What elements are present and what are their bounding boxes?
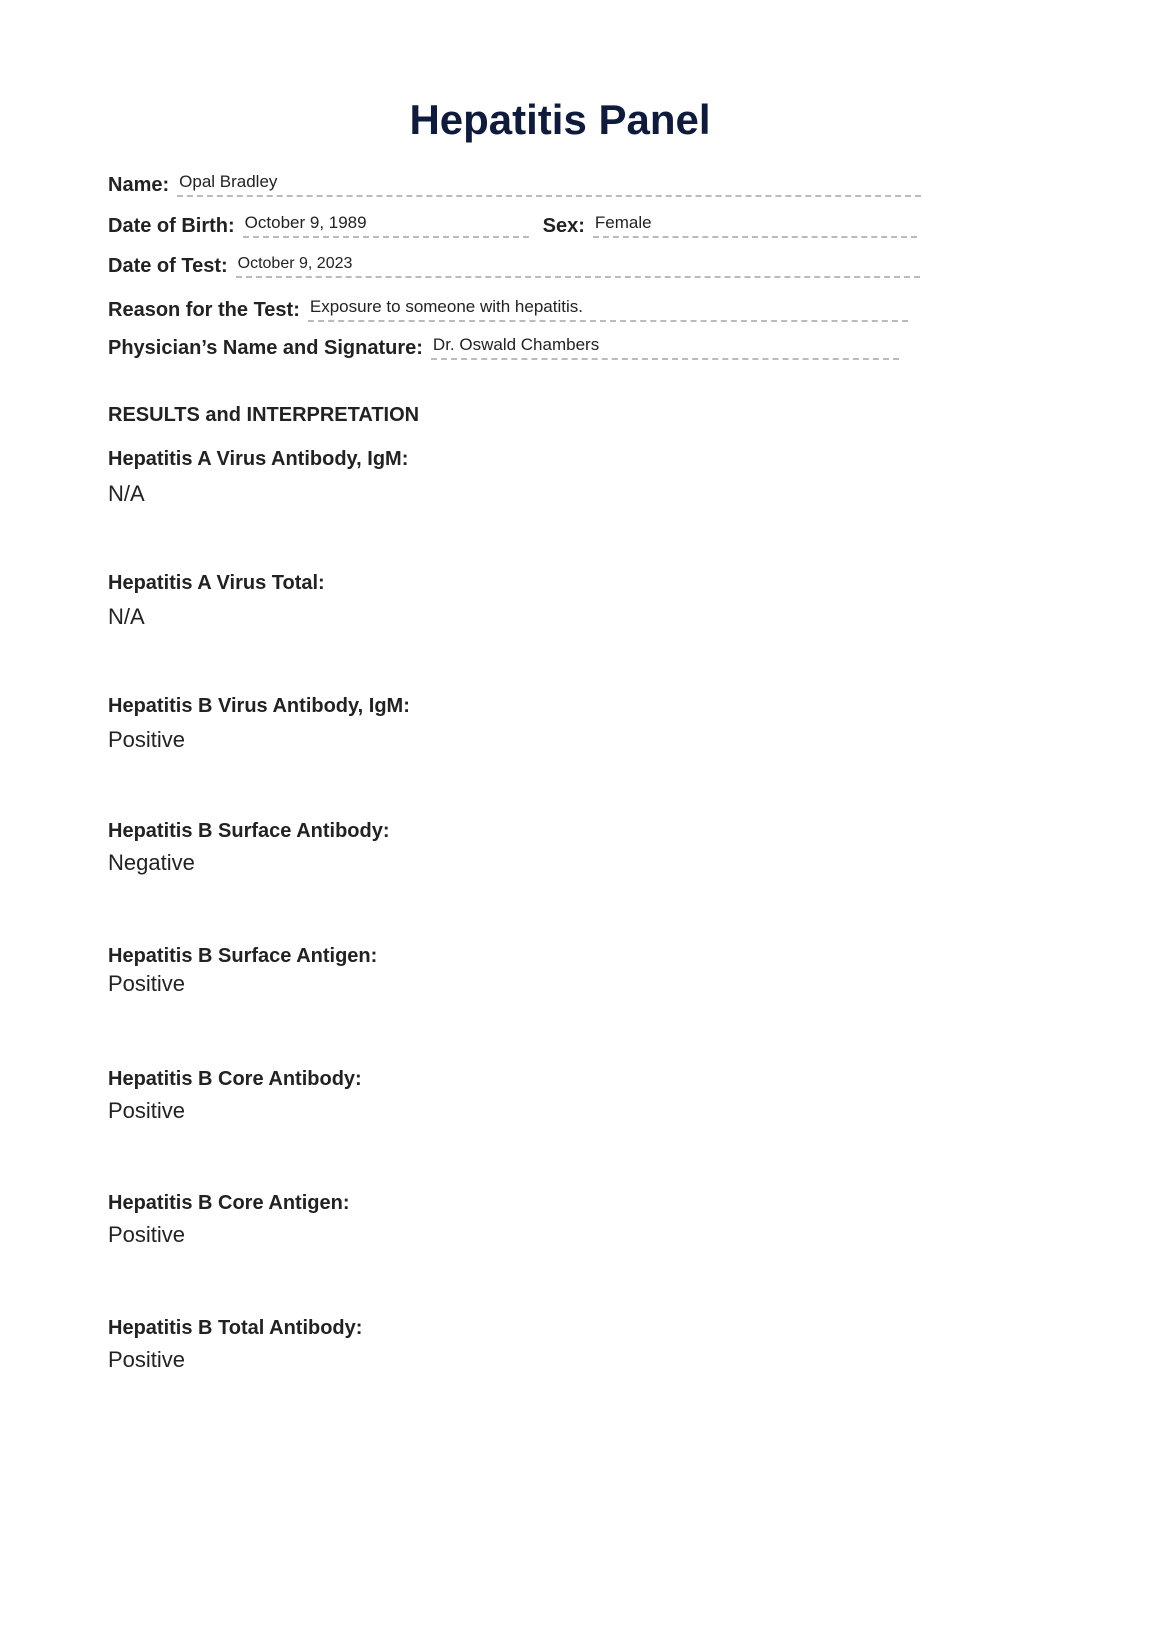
results-section-title: RESULTS and INTERPRETATION: [108, 404, 420, 426]
test-date-row: [108, 255, 920, 278]
result-label: Hepatitis B Total Antibody:: [108, 1317, 363, 1339]
reason-row: [108, 297, 908, 322]
result-value: Positive: [108, 1098, 186, 1123]
dob-field[interactable]: October 9, 1989: [243, 213, 529, 238]
name-label: Name:: [108, 174, 170, 196]
reason-field[interactable]: Exposure to someone with hepatitis.: [308, 297, 908, 322]
result-label: Hepatitis A Virus Antibody, IgM:: [108, 448, 409, 470]
name-field[interactable]: Opal Bradley: [177, 172, 921, 197]
result-value: Positive: [108, 971, 186, 996]
sex-field[interactable]: Female: [593, 213, 917, 238]
test-date-label: Date of Test:: [108, 255, 228, 277]
name-row: [108, 172, 921, 197]
result-label: Hepatitis B Core Antigen:: [108, 1192, 350, 1214]
physician-label: Physician’s Name and Signature:: [108, 337, 423, 359]
result-value: N/A: [108, 481, 145, 506]
result-label: Hepatitis B Core Antibody:: [108, 1068, 362, 1090]
dob-label: Date of Birth:: [108, 215, 235, 237]
result-value: Positive: [108, 1222, 186, 1247]
sex-label: Sex:: [542, 215, 585, 237]
result-label: Hepatitis A Virus Total:: [108, 572, 325, 594]
physician-row: [108, 335, 899, 360]
physician-field[interactable]: Dr. Oswald Chambers: [431, 335, 899, 360]
test-date-field[interactable]: October 9, 2023: [236, 255, 920, 278]
result-value: N/A: [108, 604, 145, 629]
reason-label: Reason for the Test:: [108, 299, 300, 321]
dob-sex-row: [108, 213, 917, 238]
result-label: Hepatitis B Surface Antibody:: [108, 820, 390, 842]
page-title: Hepatitis Panel: [409, 96, 711, 143]
result-value: Negative: [108, 850, 195, 875]
result-label: Hepatitis B Virus Antibody, IgM:: [108, 695, 410, 717]
result-value: Positive: [108, 1347, 186, 1372]
result-label: Hepatitis B Surface Antigen:: [108, 945, 378, 967]
result-value: Positive: [108, 727, 186, 752]
